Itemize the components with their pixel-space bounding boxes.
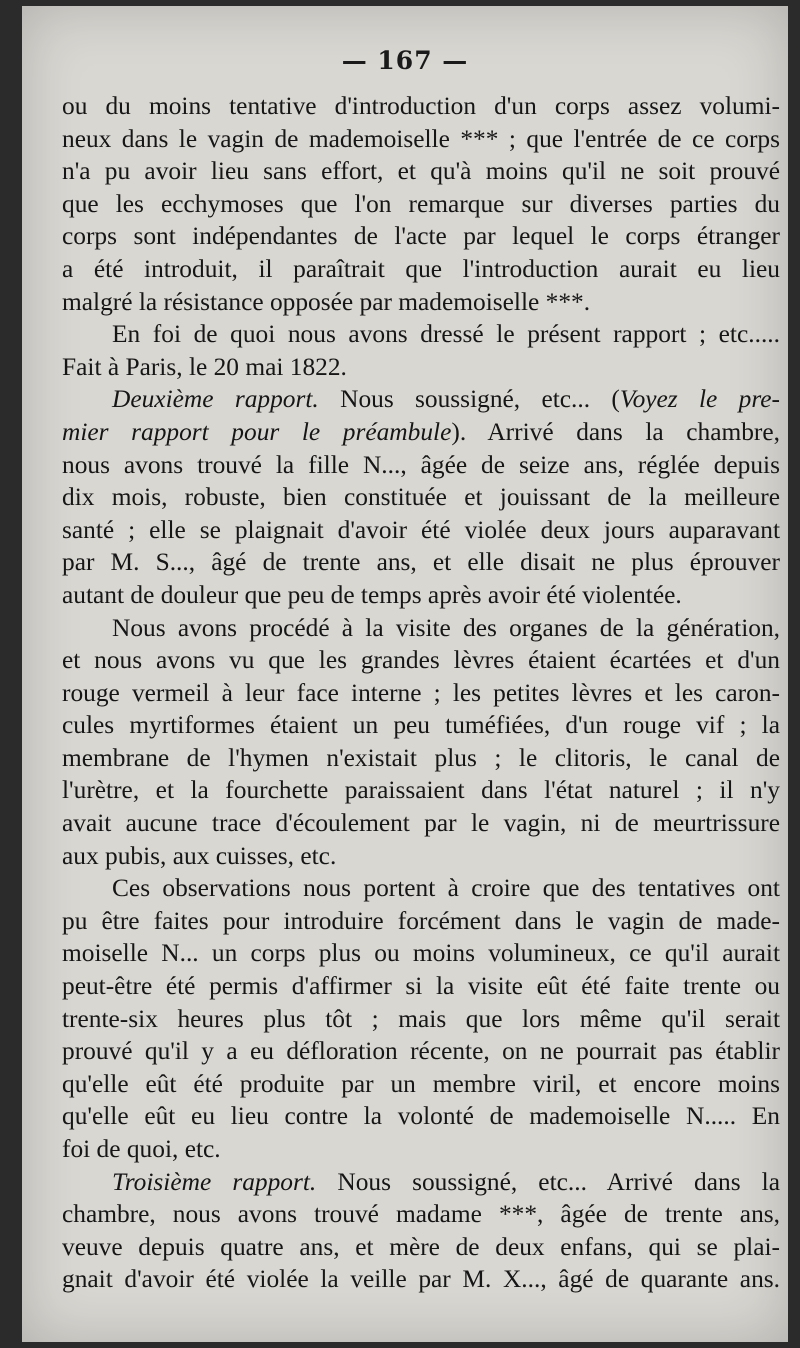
text-line [62,383,780,416]
text-line [62,709,780,742]
roman-text: autant de douleur que peu de temps après avoir été violentée. [62,580,682,609]
text-line [62,937,780,970]
roman-text: membrane de l'hymen n'existait plus ; le clitoris, le canal de [62,743,780,772]
text-line [62,123,780,156]
roman-text: gnait d'avoir été violée la veille par M. X..., âgé de quarante ans. [62,1265,780,1294]
roman-text: chambre, nous avons trouvé madame ***, âgée de trente ans, [62,1200,780,1229]
text-line [62,677,780,710]
italic-text: Voyez le pre- [619,385,780,414]
roman-text: Nous soussigné, etc... Arrivé dans la [316,1167,780,1196]
text-line [62,905,780,938]
text-line [62,286,780,319]
roman-text: Ces observations nous portent à croire que des tentatives ont [112,874,780,903]
text-line [62,1068,780,1101]
body-text [62,90,780,1296]
text-line [62,253,780,286]
roman-text: veuve depuis quatre ans, et mère de deux enfans, qui se plai- [62,1232,780,1261]
text-line [62,188,780,221]
roman-text: pu être faites pour introduire forcément dans le vagin de made- [62,906,780,935]
text-line [62,546,780,579]
text-line [62,90,780,123]
text-line [62,840,780,873]
text-line [62,872,780,905]
roman-text: dix mois, robuste, bien constituée et jouissant de la meilleure [62,483,780,512]
roman-text: rouge vermeil à leur face interne ; les petites lèvres et les caron- [62,678,780,707]
roman-text: En foi de quoi nous avons dressé le présent rapport ; etc..... [112,320,780,349]
text-line [62,514,780,547]
roman-text: nous avons trouvé la fille N..., âgée de seize ans, réglée depuis [62,450,780,479]
roman-text: trente-six heures plus tôt ; mais que lors même qu'il serait [62,1004,780,1033]
text-line [62,1231,780,1264]
text-line [62,1166,780,1199]
text-line [62,970,780,1003]
text-line [62,1263,780,1296]
roman-text: Nous soussigné, etc... ( [318,385,620,414]
roman-text: et nous avons vu que les grandes lèvres étaient écartées et d'un [62,646,780,675]
roman-text: Nous avons procédé à la visite des organes de la génération, [112,613,780,642]
italic-text: Troisième rapport. [112,1167,317,1196]
roman-text: moiselle N... un corps plus ou moins volumineux, ce qu'il aurait [62,939,780,968]
roman-text: cules myrtiformes étaient un peu tuméfiées, d'un rouge vif ; la [62,711,780,740]
roman-text: a été introduit, il paraîtrait que l'introduction aurait eu lieu [62,254,780,283]
roman-text: peut-être été permis d'affirmer si la visite eût été faite trente ou [62,972,780,1001]
text-line [62,1003,780,1036]
roman-text: santé ; elle se plaignait d'avoir été violée deux jours auparavant [62,515,780,544]
text-line [62,774,780,807]
roman-text: aux pubis, aux cuisses, etc. [62,841,337,870]
roman-text: neux dans le vagin de mademoiselle *** ; que l'entrée de ce corps [62,124,780,153]
text-line [62,1198,780,1231]
roman-text: que les ecchymoses que l'on remarque sur diverses parties du [62,189,780,218]
italic-text: mier rapport pour le préambule [62,417,452,446]
text-line [62,481,780,514]
roman-text: Fait à Paris, le 20 mai 1822. [62,352,347,381]
roman-text: prouvé qu'il y a eu défloration récente, on ne pourrait pas établir [62,1037,780,1066]
book-page [22,6,788,1342]
text-line [62,1035,780,1068]
roman-text: n'a pu avoir lieu sans effort, et qu'à moins qu'il ne soit prouvé [62,157,780,186]
text-line [62,579,780,612]
roman-text: par M. S..., âgé de trente ans, et elle disait ne plus éprouver [62,548,780,577]
text-line [62,351,780,384]
text-line [62,1133,780,1166]
text-line [62,155,780,188]
roman-text: avait aucune trace d'écoulement par le vagin, ni de meurtrissure [62,809,780,838]
italic-text: Deuxième rapport. [112,385,319,414]
roman-text: ). Arrivé dans la chambre, [451,417,780,446]
text-line [62,416,780,449]
text-line [62,1100,780,1133]
text-line [62,318,780,351]
text-line [62,742,780,775]
page-number: — 167 — [341,46,469,75]
text-line [62,644,780,677]
text-line [62,449,780,482]
roman-text: l'urètre, et la fourchette paraissaient dans l'état naturel ; il n'y [62,776,780,805]
text-line [62,807,780,840]
roman-text: ou du moins tentative d'introduction d'un corps assez volumi- [62,92,780,120]
roman-text: qu'elle eût été produite par un membre viril, et encore moins [62,1069,780,1098]
text-line [62,220,780,253]
roman-text: malgré la résistance opposée par mademoiselle ***. [62,287,591,316]
roman-text: qu'elle eût eu lieu contre la volonté de mademoiselle N..... En [62,1102,780,1131]
text-line [62,612,780,645]
roman-text: corps sont indépendantes de l'acte par lequel le corps étranger [62,222,780,251]
roman-text: foi de quoi, etc. [62,1135,221,1163]
